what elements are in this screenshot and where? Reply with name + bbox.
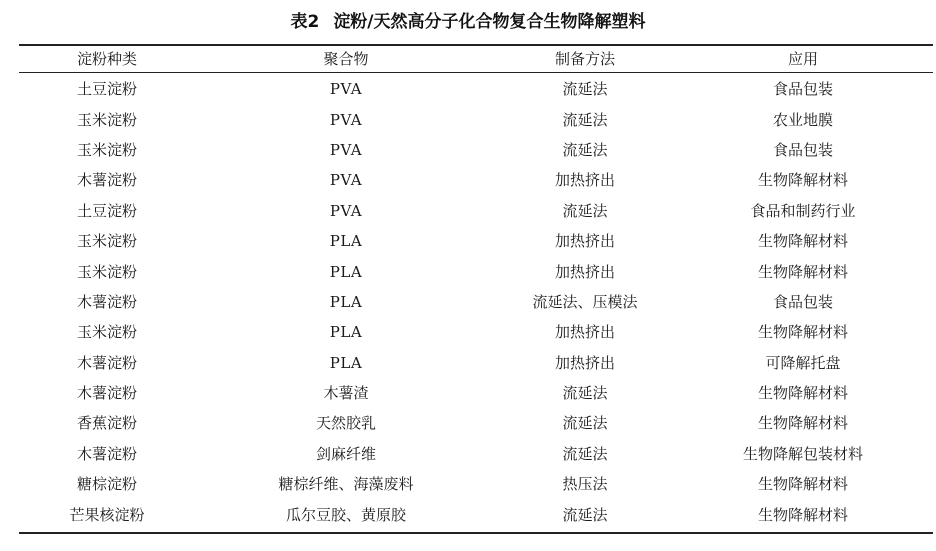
cell-method: 加热挤出: [554, 232, 615, 251]
cell-application: 生物降解材料: [757, 232, 848, 251]
cell-method: 流延法: [562, 201, 608, 220]
table-row: [19, 165, 933, 195]
table-row: [19, 226, 933, 256]
cell-starch-type: 玉米淀粉: [76, 323, 137, 342]
table-caption: [0, 8, 936, 36]
cell-method: 流延法: [562, 80, 608, 99]
table-body: [19, 74, 933, 530]
cell-method: 流延法、压模法: [532, 292, 638, 311]
cell-application: 生物降解材料: [757, 171, 848, 190]
cell-starch-type: 糖棕淀粉: [76, 475, 137, 494]
table-row: [19, 348, 933, 378]
cell-method: 流延法: [562, 414, 608, 433]
table-row: [19, 287, 933, 317]
cell-starch-type: 玉米淀粉: [76, 110, 137, 129]
header-row: [19, 46, 933, 73]
cell-starch-type: 木薯淀粉: [76, 444, 137, 463]
header-starch-type: 淀粉种类: [76, 50, 137, 68]
cell-application: 生物降解材料: [757, 262, 848, 281]
cell-application: 生物降解材料: [757, 323, 848, 342]
cell-application: 生物降解材料: [757, 384, 848, 403]
table-row: [19, 74, 933, 104]
data-table: [19, 46, 933, 530]
cell-polymer: PLA: [329, 292, 363, 311]
table-row: [19, 104, 933, 134]
cell-method: 加热挤出: [554, 262, 615, 281]
cell-method: 流延法: [562, 384, 608, 403]
table-row: [19, 469, 933, 499]
table-row: [19, 256, 933, 286]
cell-polymer: PLA: [329, 353, 363, 372]
cell-starch-type: 木薯淀粉: [76, 353, 137, 372]
cell-polymer: 天然胶乳: [315, 414, 376, 433]
cell-starch-type: 木薯淀粉: [76, 171, 137, 190]
cell-application: 生物降解材料: [757, 475, 848, 494]
header-method: 制备方法: [554, 50, 615, 68]
cell-application: 可降解托盘: [765, 353, 841, 372]
table-title: 淀粉/天然高分子化合物复合生物降解塑料: [333, 12, 646, 32]
cell-polymer: PVA: [329, 201, 363, 220]
cell-polymer: PLA: [329, 323, 363, 342]
table-row: [19, 408, 933, 438]
cell-starch-type: 土豆淀粉: [76, 201, 137, 220]
bottom-rule: [19, 532, 933, 534]
cell-application: 食品包装: [772, 140, 833, 159]
cell-application: 食品包装: [772, 80, 833, 99]
cell-starch-type: 木薯淀粉: [76, 292, 137, 311]
table-row: [19, 439, 933, 469]
cell-polymer: PLA: [329, 262, 363, 281]
cell-polymer: PLA: [329, 232, 363, 251]
cell-starch-type: 玉米淀粉: [76, 232, 137, 251]
cell-starch-type: 香蕉淀粉: [76, 414, 137, 433]
cell-method: 加热挤出: [554, 171, 615, 190]
cell-polymer: PVA: [329, 80, 363, 99]
header-application: 应用: [787, 50, 818, 68]
cell-polymer: 瓜尔豆胶、黄原胶: [285, 505, 406, 524]
cell-method: 加热挤出: [554, 353, 615, 372]
cell-starch-type: 玉米淀粉: [76, 140, 137, 159]
table-row: [19, 196, 933, 226]
cell-application: 农业地膜: [772, 110, 833, 129]
cell-application: 生物降解材料: [757, 505, 848, 524]
cell-starch-type: 木薯淀粉: [76, 384, 137, 403]
cell-application: 生物降解材料: [757, 414, 848, 433]
cell-polymer: 剑麻纤维: [315, 444, 376, 463]
cell-polymer: PVA: [329, 171, 363, 190]
table-row: [19, 378, 933, 408]
cell-application: 食品包装: [772, 292, 833, 311]
cell-polymer: PVA: [329, 140, 363, 159]
header-polymer: 聚合物: [323, 50, 369, 68]
cell-starch-type: 玉米淀粉: [76, 262, 137, 281]
cell-starch-type: 土豆淀粉: [76, 80, 137, 99]
cell-method: 流延法: [562, 110, 608, 129]
cell-application: 生物降解包装材料: [742, 444, 863, 463]
table-row: [19, 317, 933, 347]
cell-method: 流延法: [562, 140, 608, 159]
cell-method: 流延法: [562, 444, 608, 463]
cell-application: 食品和制药行业: [750, 201, 856, 220]
cell-starch-type: 芒果核淀粉: [69, 505, 145, 524]
cell-polymer: PVA: [329, 110, 363, 129]
cell-method: 加热挤出: [554, 323, 615, 342]
table-number: 表2: [290, 12, 320, 32]
table-row: [19, 499, 933, 529]
cell-method: 流延法: [562, 505, 608, 524]
cell-polymer: 木薯渣: [323, 384, 369, 403]
table-row: [19, 135, 933, 165]
cell-polymer: 糖棕纤维、海藻废料: [278, 475, 414, 494]
cell-method: 热压法: [562, 475, 608, 494]
